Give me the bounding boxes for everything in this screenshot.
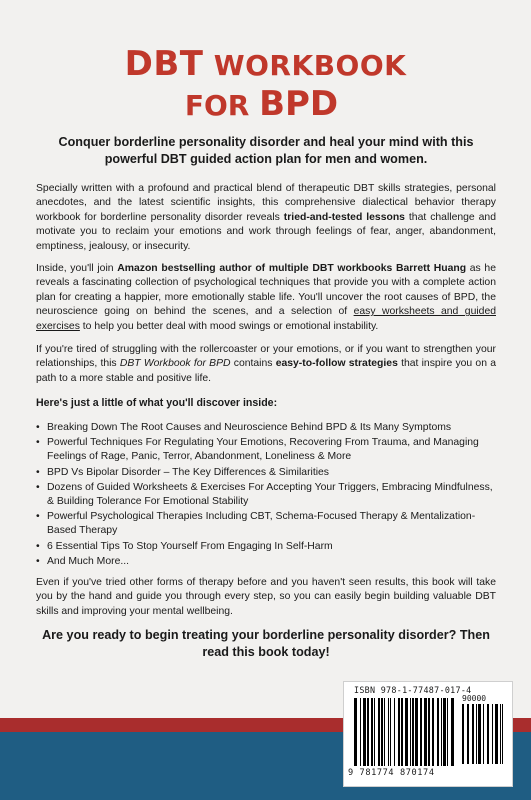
para2-author-bold: Amazon bestselling author of multiple DBT workbooks Barrett Huang [117,263,467,274]
barcode-bar [500,704,501,764]
barcode-bar [412,698,414,766]
barcode-bar [354,698,357,766]
bullet-item: • Dozens of Guided Worksheets & Exercises For Accepting Your Triggers, Embracing Mindfulness, & Building Tolerance For Emotional Stability [36,481,496,509]
barcode-bar [367,698,369,766]
barcode-bar [390,698,391,766]
paragraph-guarantee: Even if you've tried other forms of therapy before and you haven't seen results, this book will take you by the hand and guide you through every step, so you can easily begin building valuable DBT skills and improving your mental wellbeing. [36,577,496,617]
barcode-bar [451,698,454,766]
addon-barcode [462,704,504,766]
bullets-heading: Here's just a little of what you'll discover inside: [36,397,278,409]
barcode-bar [378,698,380,766]
para1-text-c: that challenge and motivate you to reclaim your emotions and work through feelings of fear, anger, abandonment, emptiness, jealousy, or insecurity. [36,211,496,252]
paragraph-strategies [36,343,496,386]
barcode-bar [371,698,373,766]
barcode-bar [401,698,403,766]
isbn-text: ISBN 978-1-77487-017-4 [354,685,472,695]
barcode-bar [388,698,389,766]
para3-text-c: contains [230,358,276,370]
ean-digits: 9 781774 870174 [348,768,435,778]
barcode-bar [394,698,395,766]
barcode-bar [420,698,422,766]
barcode-bar [478,704,481,764]
bullet-item: • And Much More... [36,555,496,569]
barcode-bar [483,704,484,764]
bullet-item: • Powerful Techniques For Regulating Your Emotions, Recovering From Trauma, and Managing Feelings of Rage, Panic, Terror, Abandonment, Loneliness & More [36,436,496,464]
barcode-bar [415,698,418,766]
para3-text-a: If you're tired of struggling with the rollercoaster or your emotions, or if you want to strengthen your relationships, this [36,344,496,370]
para3-book-title: DBT Workbook for BPD [119,358,231,370]
barcode-bar [381,698,383,766]
barcode-bar [472,704,474,764]
title-bpd: BPD [259,84,339,124]
para1-bold: tried-and-tested lessons [283,211,405,223]
bullet-list [36,421,496,570]
barcode-bar [363,698,366,766]
title-dbt: DBT [124,44,204,84]
barcode-bar [432,698,434,766]
para2-text-e: to help you better deal with mood swings or emotional instability. [79,320,379,332]
ean-barcode [354,698,458,768]
para2-text-c: as he reveals a fascinating collection of psychological techniques that provide you with a complete action plan for creating a happier, more emotionally stable life. You'll uncover the root causes of BPD, the neuroscience going on behind the scenes, and a selection of [36,263,496,318]
barcode-bar [447,698,448,766]
barcode-bar [398,698,400,766]
paragraph-author [36,262,496,334]
barcode-bar [476,704,477,764]
bullet-item: • 6 Essential Tips To Stop Yourself From Engaging In Self-Harm [36,540,496,554]
barcode-bar [443,698,446,766]
barcode-bar [405,698,408,766]
barcode-bar [428,698,430,766]
barcode-bar [424,698,427,766]
barcode-bar [374,698,375,766]
title-workbook: WORKBOOK [203,49,407,82]
addon-number: 90000 [462,694,487,703]
title-line-1 [0,44,531,84]
barcode-bar [467,704,469,764]
barcode-bar [410,698,411,766]
barcode-bar [441,698,442,766]
barcode-box [343,681,513,787]
barcode-bar [462,704,464,764]
title-line-2 [0,84,531,124]
lead-statement: Conquer borderline personality disorder and heal your mind with this powerful DBT guided action plan for men and women. [58,135,474,166]
closing-call-to-action: Are you ready to begin treating your borderline personality disorder? Then read this book today! [42,628,490,659]
para3-bold: easy-to-follow strategies [275,358,398,370]
barcode-bar [492,704,493,764]
barcode-bar [495,704,498,764]
paragraph-intro [36,182,496,254]
barcode-bar [360,698,361,766]
para1-text-a: Specially written with a profound and practical blend of therapeutic DBT skills strategies, personal anecdotes, and the latest scientific insights, this comprehensive dialectical behavior therapy workbook for borderline personality disorder reveals [36,183,496,223]
para2-text-a: Inside, you'll join [36,263,118,274]
barcode-bar [384,698,385,766]
bullet-item: • BPD Vs Bipolar Disorder – The Key Differences & Similarities [36,466,496,480]
barcode-bar [502,704,503,764]
barcode-bar [487,704,489,764]
para2-underlined: easy worksheets and guided exercises [36,306,496,332]
bullet-item: • Powerful Psychological Therapies Including CBT, Schema-Focused Therapy & Mentalization-Based Therapy [36,510,496,538]
bullet-item: • Breaking Down The Root Causes and Neuroscience Behind BPD & Its Many Symptoms [36,421,496,435]
para3-text-e: that inspire you on a path to a more stable and positive life. [36,358,496,384]
title-for: FOR [184,89,260,122]
barcode-bar [437,698,439,766]
